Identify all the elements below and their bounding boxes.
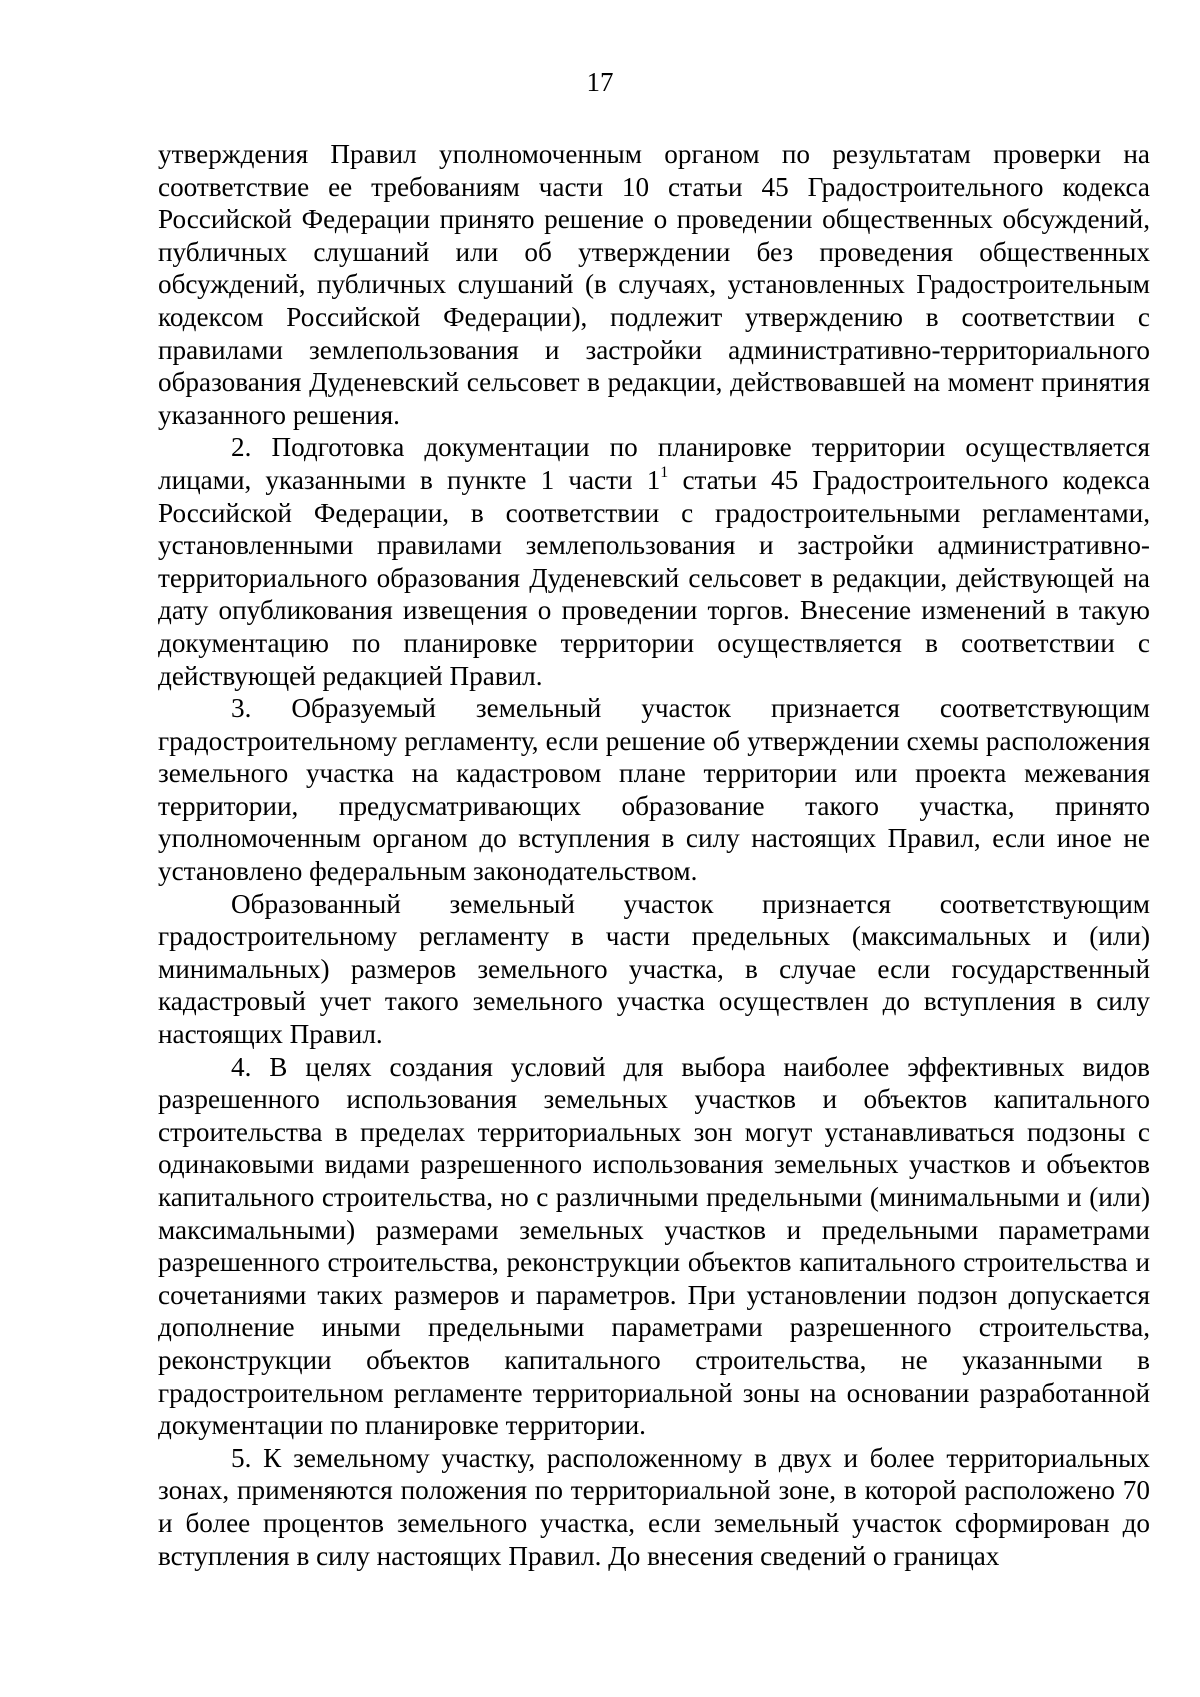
- paragraph-item-2-text-after: статьи 45 Градостроительного кодекса Российской Федерации, в соответствии с градостроительными регламентами, установленными правилами землепользования и застройки административно-территориального образования Дуденевский сельсовет в редакции, действующей на дату опубликования извещения о проведении торгов. Внесение изменений в такую документацию по планировке территории осуществляется в соответствии с действующей редакцией Правил.: [158, 464, 1150, 691]
- paragraph-item-2-text-before: 2. Подготовка документации по планировке территории осуществляется лицами, указанными в пункте 1 части 1: [158, 432, 1150, 495]
- paragraph-item-3: 3. Образуемый земельный участок признается соответствующим градостроительному регламенту, если решение об утверждении схемы расположения земельного участка на кадастровом плане территории или проекта межевания территории, предусматривающих образование такого участка, принято уполномоченным органом до вступления в силу настоящих Правил, если иное не установлено федеральным законодательством.: [158, 693, 1150, 887]
- superscript-footnote: 1: [660, 463, 669, 481]
- paragraph-item-4: 4. В целях создания условий для выбора наиболее эффективных видов разрешенного использования земельных участков и объектов капитального строительства в пределах территориальных зон могут устанавливаться подзоны с одинаковыми видами разрешенного использования земельных участков и объектов капитального строительства, но с различными предельными (минимальными и (или) максимальными) размерами земельных участков и предельными параметрами разрешенного строительства, реконструкции объектов капитального строительства и сочетаниями таких размеров и параметров. При установлении подзон допускается дополнение иными предельными параметрами разрешенного строительства, реконструкции объектов капитального строительства, не указанными в градостроительном регламенте территориальной зоны на основании разработанной документации по планировке территории.: [158, 1051, 1150, 1441]
- paragraph-item-3-continued: Образованный земельный участок признается соответствующим градостроительному регламенту в части предельных (максимальных и (или) минимальных) размеров земельного участка, в случае если государственный кадастровый учет такого земельного участка осуществлен до вступления в силу настоящих Правил.: [158, 888, 1150, 1050]
- page-number: 17: [586, 67, 614, 97]
- paragraph-continuation: утверждения Правил уполномоченным органом по результатам проверки на соответствие ее требованиям части 10 статьи 45 Градостроительного кодекса Российской Федерации принято решение о проведении общественных обсуждений, публичных слушаний или об утверждении без проведения общественных обсуждений, публичных слушаний (в случаях, установленных Градостроительным кодексом Российской Федерации), подлежит утверждению в соответствии с правилами землепользования и застройки административно-территориального образования Дуденевский сельсовет в редакции, действовавшей на момент принятия указанного решения.: [158, 139, 1150, 430]
- document-body: [158, 138, 1150, 1572]
- paragraph-item-5: 5. К земельному участку, расположенному в двух и более территориальных зонах, применяются положения по территориальной зоне, в которой расположено 70 и более процентов земельного участка, если земельный участок сформирован до вступления в силу настоящих Правил. До внесения сведений о границах: [158, 1442, 1150, 1571]
- paragraph-item-2: [158, 431, 1150, 692]
